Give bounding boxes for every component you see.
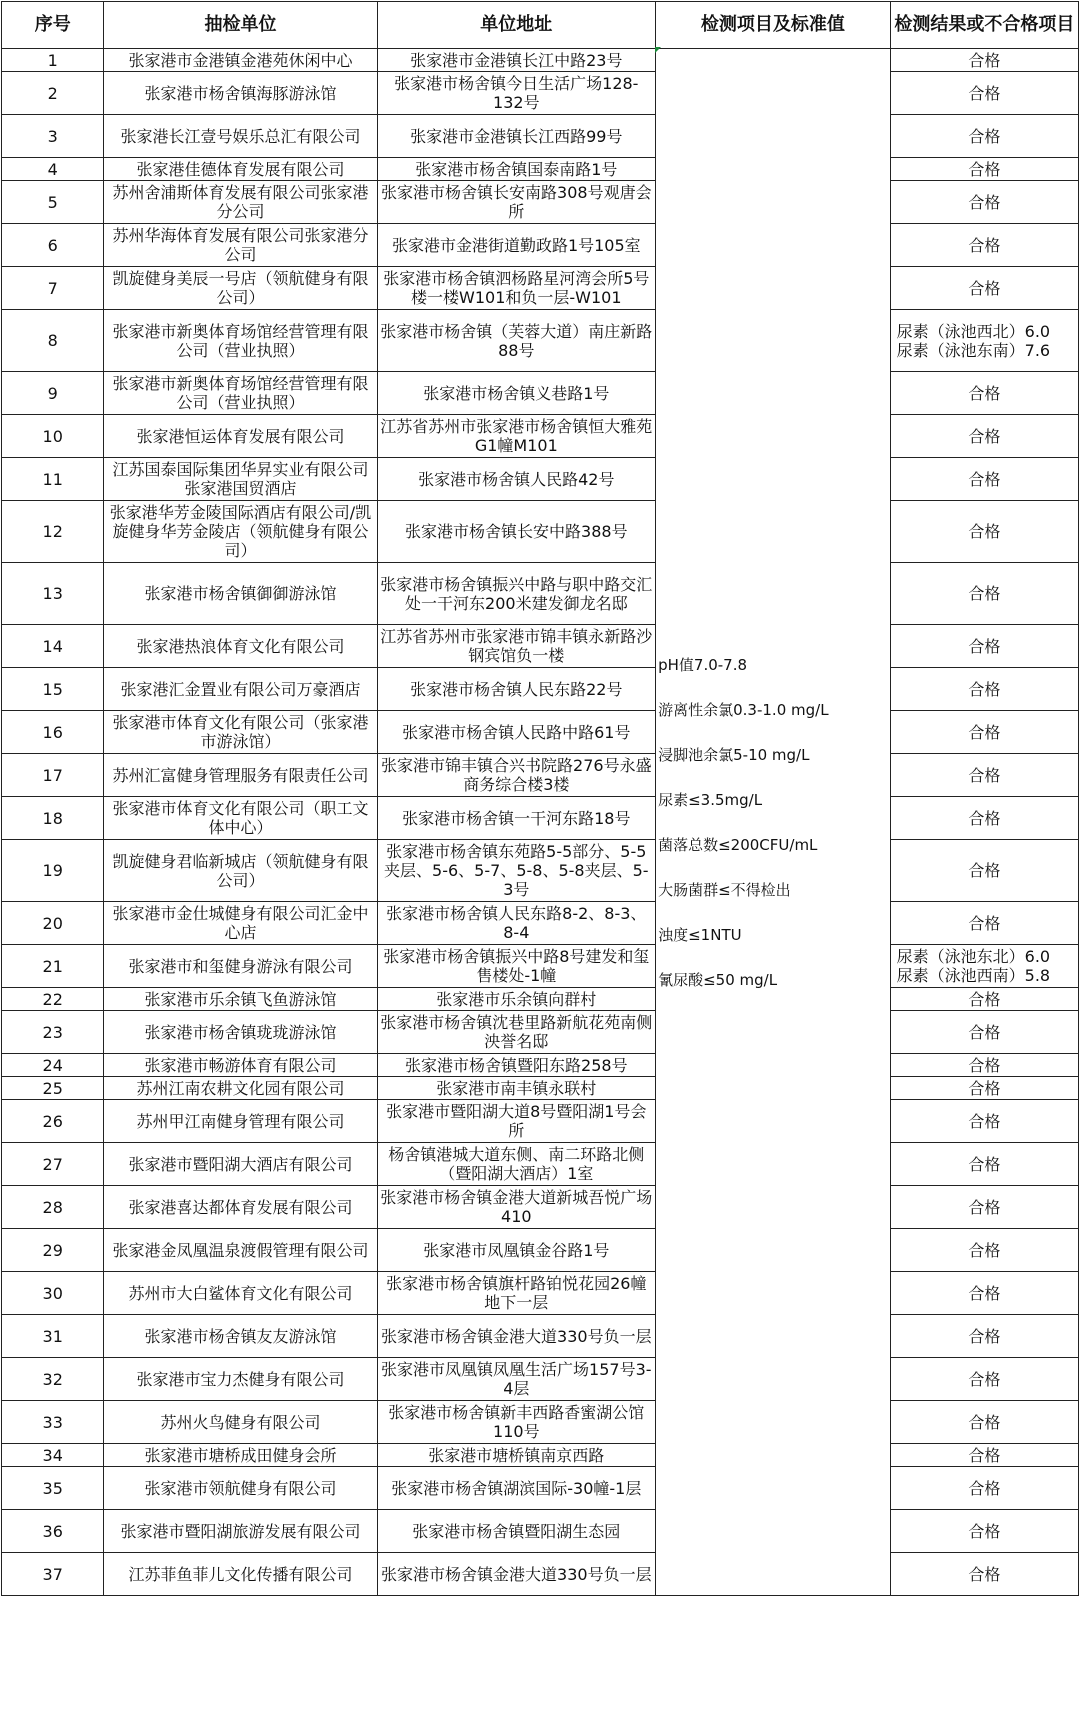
table-row <box>2 1077 1079 1100</box>
row-number: 1 <box>2 49 104 72</box>
unit-address: 张家港市塘桥镇南京西路 <box>377 1444 656 1467</box>
row-number: 20 <box>2 902 104 945</box>
standard-item: 大肠菌群≤不得检出 <box>658 880 791 899</box>
row-number: 2 <box>2 72 104 115</box>
result-text: 合格 <box>968 584 1001 603</box>
unit-name: 张家港市杨舍镇友友游泳馆 <box>104 1315 377 1358</box>
row-number: 11 <box>2 458 104 501</box>
row-number: 35 <box>2 1467 104 1510</box>
result-text: 合格 <box>968 278 1001 298</box>
row-number: 24 <box>2 1054 104 1077</box>
unit-name: 张家港长江壹号娱乐总汇有限公司 <box>104 115 377 158</box>
unit-address: 张家港市杨舍镇金港大道330号负一层 <box>377 1315 656 1358</box>
table-row <box>2 1553 1079 1596</box>
unit-address: 张家港市杨舍镇义巷路1号 <box>377 372 656 415</box>
result <box>890 501 1078 563</box>
unit-name: 苏州华海体育发展有限公司张家港分公司 <box>104 224 377 267</box>
unit-name: 江苏菲鱼菲儿文化传播有限公司 <box>104 1553 377 1596</box>
result <box>890 1143 1078 1186</box>
row-number: 4 <box>2 158 104 181</box>
result-text: 合格 <box>968 1564 1001 1584</box>
table-row <box>2 1444 1079 1467</box>
unit-name: 张家港市金港镇金港苑休闲中心 <box>104 49 377 72</box>
row-number: 23 <box>2 1011 104 1054</box>
row-number: 16 <box>2 711 104 754</box>
standard-item: 菌落总数≤200CFU/mL <box>658 835 818 854</box>
unit-name: 张家港金凤凰温泉渡假管理有限公司 <box>104 1229 377 1272</box>
table-row <box>2 224 1079 267</box>
unit-name: 张家港市领航健身有限公司 <box>104 1467 377 1510</box>
result <box>890 563 1078 625</box>
standard-item: 浊度≤1NTU <box>658 925 742 944</box>
table-row <box>2 1358 1079 1401</box>
unit-address: 张家港市凤凰镇金谷路1号 <box>377 1229 656 1272</box>
row-number: 34 <box>2 1444 104 1467</box>
row-number: 25 <box>2 1077 104 1100</box>
unit-address: 张家港市杨舍镇东苑路5-5部分、5-5夹层、5-6、5-7、5-8、5-8夹层、5-3号 <box>377 840 656 902</box>
unit-address: 张家港市金港镇长江西路99号 <box>377 115 656 158</box>
table-row <box>2 668 1079 711</box>
result <box>890 1054 1078 1077</box>
unit-name: 张家港市杨舍镇海豚游泳馆 <box>104 72 377 115</box>
unit-name: 张家港喜达都体育发展有限公司 <box>104 1186 377 1229</box>
result <box>890 267 1078 310</box>
table-row <box>2 1054 1079 1077</box>
result-text: 合格 <box>968 426 1001 446</box>
row-number: 14 <box>2 625 104 668</box>
unit-name: 凯旋健身美辰一号店（领航健身有限公司） <box>104 267 377 310</box>
table-row <box>2 372 1079 415</box>
unit-name: 苏州舍浦斯体育发展有限公司张家港分公司 <box>104 181 377 224</box>
table-row <box>2 1272 1079 1315</box>
unit-address: 张家港市杨舍镇暨阳东路258号 <box>377 1054 656 1077</box>
unit-address: 张家港市金港街道勤政路1号105室 <box>377 224 656 267</box>
unit-address: 张家港市杨舍镇金港大道新城吾悦广场410 <box>377 1186 656 1229</box>
failed-item: 尿素（泳池西北）6.0 <box>896 321 1051 341</box>
unit-name: 张家港市乐余镇飞鱼游泳馆 <box>104 988 377 1011</box>
unit-name: 张家港华芳金陵国际酒店有限公司/凯旋健身华芳金陵店（领航健身有限公司） <box>104 501 377 563</box>
row-number: 13 <box>2 563 104 625</box>
result-text: 合格 <box>968 1078 1001 1098</box>
result-text: 合格 <box>968 469 1001 489</box>
unit-address: 张家港市暨阳湖大道8号暨阳湖1号会所 <box>377 1100 656 1143</box>
result-text: 合格 <box>968 159 1001 179</box>
unit-name: 张家港热浪体育文化有限公司 <box>104 625 377 668</box>
unit-address: 江苏省苏州市张家港市锦丰镇永新路沙钢宾馆负一楼 <box>377 625 656 668</box>
unit-name: 苏州甲江南健身管理有限公司 <box>104 1100 377 1143</box>
unit-name: 凯旋健身君临新城店（领航健身有限公司） <box>104 840 377 902</box>
result <box>890 1553 1078 1596</box>
failed-item: 尿素（泳池东南）7.6 <box>896 340 1051 360</box>
result-text: 合格 <box>968 1412 1001 1432</box>
result <box>890 1100 1078 1143</box>
unit-name: 张家港市宝力杰健身有限公司 <box>104 1358 377 1401</box>
result-text: 合格 <box>968 765 1001 785</box>
table-body <box>2 49 1079 1596</box>
row-number: 27 <box>2 1143 104 1186</box>
unit-address: 张家港市杨舍镇旗杆路铂悦花园26幢地下一层 <box>377 1272 656 1315</box>
result-text: 合格 <box>968 383 1001 403</box>
table-row <box>2 1229 1079 1272</box>
unit-name: 张家港市杨舍镇御御游泳馆 <box>104 563 377 625</box>
result <box>890 945 1078 988</box>
unit-name: 张家港市塘桥成田健身会所 <box>104 1444 377 1467</box>
result <box>890 988 1078 1011</box>
result <box>890 224 1078 267</box>
result-text: 合格 <box>968 192 1001 212</box>
header-no: 序号 <box>2 2 104 49</box>
table-row <box>2 49 1079 72</box>
table-row <box>2 563 1079 625</box>
row-number: 32 <box>2 1358 104 1401</box>
unit-name: 张家港市金仕城健身有限公司汇金中心店 <box>104 902 377 945</box>
result <box>890 840 1078 902</box>
failed-item: 尿素（泳池西南）5.8 <box>896 966 1051 985</box>
standard-item: 氰尿酸≤50 mg/L <box>658 970 778 989</box>
unit-name: 张家港市和玺健身游泳有限公司 <box>104 945 377 988</box>
unit-address: 张家港市杨舍镇长安南路308号观唐会所 <box>377 181 656 224</box>
table-row <box>2 1467 1079 1510</box>
unit-name: 张家港市畅游体育有限公司 <box>104 1054 377 1077</box>
unit-address: 张家港市南丰镇永联村 <box>377 1077 656 1100</box>
result <box>890 1272 1078 1315</box>
standard-values <box>656 49 891 1596</box>
unit-name: 张家港市杨舍镇珑珑游泳馆 <box>104 1011 377 1054</box>
row-number: 26 <box>2 1100 104 1143</box>
unit-address: 张家港市乐余镇向群村 <box>377 988 656 1011</box>
unit-name: 苏州火鸟健身有限公司 <box>104 1401 377 1444</box>
row-number: 15 <box>2 668 104 711</box>
result-text: 合格 <box>968 1521 1001 1541</box>
table-row <box>2 711 1079 754</box>
row-number: 36 <box>2 1510 104 1553</box>
table-row <box>2 458 1079 501</box>
result-text: 合格 <box>968 126 1001 146</box>
result <box>890 902 1078 945</box>
result <box>890 797 1078 840</box>
result-text: 合格 <box>968 235 1001 255</box>
row-number: 5 <box>2 181 104 224</box>
unit-address: 江苏省苏州市张家港市杨舍镇恒大雅苑G1幢M101 <box>377 415 656 458</box>
table-row <box>2 1143 1079 1186</box>
unit-name: 张家港市体育文化有限公司（张家港市游泳馆） <box>104 711 377 754</box>
header-result: 检测结果或不合格项目 <box>890 2 1078 49</box>
unit-address: 张家港市杨舍镇新丰西路香蜜湖公馆110号 <box>377 1401 656 1444</box>
result <box>890 115 1078 158</box>
row-number: 19 <box>2 840 104 902</box>
result <box>890 1401 1078 1444</box>
unit-address: 张家港市杨舍镇泗杨路星河湾会所5号楼一楼W101和负一层-W101 <box>377 267 656 310</box>
table-row <box>2 840 1079 902</box>
table-row <box>2 1011 1079 1054</box>
result-text: 合格 <box>968 1111 1001 1131</box>
unit-name: 苏州江南农耕文化园有限公司 <box>104 1077 377 1100</box>
result <box>890 1186 1078 1229</box>
unit-name: 张家港佳德体育发展有限公司 <box>104 158 377 181</box>
result-text: 合格 <box>968 679 1001 699</box>
table-row <box>2 501 1079 563</box>
result <box>890 711 1078 754</box>
result-text: 合格 <box>968 1154 1001 1174</box>
result <box>890 1358 1078 1401</box>
unit-name: 张家港市暨阳湖大酒店有限公司 <box>104 1143 377 1186</box>
failed-item: 尿素（泳池东北）6.0 <box>896 947 1051 966</box>
unit-address: 杨舍镇港城大道东侧、南二环路北侧（暨阳湖大酒店）1室 <box>377 1143 656 1186</box>
row-number: 18 <box>2 797 104 840</box>
result-text: 合格 <box>968 861 1001 880</box>
result-text: 合格 <box>968 1326 1001 1346</box>
unit-name: 张家港市体育文化有限公司（职工文体中心） <box>104 797 377 840</box>
table-row <box>2 1315 1079 1358</box>
result <box>890 372 1078 415</box>
table-row <box>2 902 1079 945</box>
unit-address: 张家港市杨舍镇人民东路8-2、8-3、8-4 <box>377 902 656 945</box>
unit-address: 张家港市锦丰镇合兴书院路276号永盛商务综合楼3楼 <box>377 754 656 797</box>
result-text: 合格 <box>968 1369 1001 1389</box>
unit-address: 张家港市杨舍镇人民路42号 <box>377 458 656 501</box>
unit-name: 苏州汇富健身管理服务有限责任公司 <box>104 754 377 797</box>
result-text: 合格 <box>968 1055 1001 1075</box>
unit-address: 张家港市杨舍镇沈巷里路新航花苑南侧泱誉名邸 <box>377 1011 656 1054</box>
table-row <box>2 158 1079 181</box>
result-text: 合格 <box>968 1022 1001 1042</box>
result <box>890 1077 1078 1100</box>
unit-name: 张家港市新奥体育场馆经营管理有限公司（营业执照） <box>104 310 377 372</box>
result <box>890 458 1078 501</box>
unit-address: 张家港市金港镇长江中路23号 <box>377 49 656 72</box>
result <box>890 1444 1078 1467</box>
result <box>890 415 1078 458</box>
row-number: 22 <box>2 988 104 1011</box>
inspection-table <box>1 1 1079 1596</box>
unit-address: 张家港市杨舍镇振兴中路与职中路交汇处一干河东200米建发御龙名邸 <box>377 563 656 625</box>
result <box>890 1011 1078 1054</box>
unit-address: 张家港市杨舍镇金港大道330号负一层 <box>377 1553 656 1596</box>
table-row <box>2 625 1079 668</box>
row-number: 30 <box>2 1272 104 1315</box>
result-text: 合格 <box>968 50 1001 70</box>
result <box>890 158 1078 181</box>
unit-address: 张家港市杨舍镇人民东路22号 <box>377 668 656 711</box>
row-number: 31 <box>2 1315 104 1358</box>
unit-name: 张家港恒运体育发展有限公司 <box>104 415 377 458</box>
row-number: 28 <box>2 1186 104 1229</box>
unit-address: 张家港市凤凰镇凤凰生活广场157号3-4层 <box>377 1358 656 1401</box>
result-text: 合格 <box>968 1478 1001 1498</box>
row-number: 9 <box>2 372 104 415</box>
cell-comment-marker <box>655 47 661 53</box>
result-text: 合格 <box>968 83 1001 103</box>
standard-item: 浸脚池余氯5-10 mg/L <box>658 745 810 764</box>
unit-address: 张家港市杨舍镇人民路中路61号 <box>377 711 656 754</box>
row-number: 29 <box>2 1229 104 1272</box>
result <box>890 754 1078 797</box>
table-row <box>2 1100 1079 1143</box>
result <box>890 310 1078 372</box>
result-text: 合格 <box>968 1197 1001 1217</box>
table-row <box>2 72 1079 115</box>
result-text: 合格 <box>968 522 1001 541</box>
standard-item: pH值7.0-7.8 <box>658 655 748 674</box>
row-number: 37 <box>2 1553 104 1596</box>
result <box>890 181 1078 224</box>
standard-item: 游离性余氯0.3-1.0 mg/L <box>658 700 829 719</box>
unit-address: 张家港市杨舍镇振兴中路8号建发和玺售楼处-1幢 <box>377 945 656 988</box>
unit-address: 张家港市杨舍镇暨阳湖生态园 <box>377 1510 656 1553</box>
row-number: 21 <box>2 945 104 988</box>
table-row <box>2 115 1079 158</box>
result <box>890 1315 1078 1358</box>
header-address: 单位地址 <box>377 2 656 49</box>
result-text: 合格 <box>968 636 1001 656</box>
header-unit: 抽检单位 <box>104 2 377 49</box>
result <box>890 1510 1078 1553</box>
unit-address: 张家港市杨舍镇长安中路388号 <box>377 501 656 563</box>
result-text: 合格 <box>968 1445 1001 1465</box>
unit-name: 张家港市新奥体育场馆经营管理有限公司（营业执照） <box>104 372 377 415</box>
result <box>890 668 1078 711</box>
table-row <box>2 1186 1079 1229</box>
result <box>890 1467 1078 1510</box>
result-text: 合格 <box>968 1240 1001 1260</box>
unit-name: 苏州市大白鲨体育文化有限公司 <box>104 1272 377 1315</box>
result <box>890 625 1078 668</box>
result-text: 合格 <box>968 913 1001 933</box>
result-text: 合格 <box>968 722 1001 742</box>
header-standard: 检测项目及标准值 <box>656 2 891 49</box>
row-number: 17 <box>2 754 104 797</box>
unit-name: 张家港市暨阳湖旅游发展有限公司 <box>104 1510 377 1553</box>
table-row <box>2 754 1079 797</box>
table-row <box>2 988 1079 1011</box>
result-text: 合格 <box>968 808 1001 828</box>
result-text: 合格 <box>968 989 1001 1009</box>
table-row <box>2 945 1079 988</box>
unit-address: 张家港市杨舍镇（芙蓉大道）南庄新路88号 <box>377 310 656 372</box>
result <box>890 1229 1078 1272</box>
row-number: 6 <box>2 224 104 267</box>
row-number: 8 <box>2 310 104 372</box>
table-row <box>2 415 1079 458</box>
unit-name: 张家港汇金置业有限公司万豪酒店 <box>104 668 377 711</box>
unit-address: 张家港市杨舍镇一干河东路18号 <box>377 797 656 840</box>
unit-address: 张家港市杨舍镇国泰南路1号 <box>377 158 656 181</box>
row-number: 10 <box>2 415 104 458</box>
unit-address: 张家港市杨舍镇湖滨国际-30幢-1层 <box>377 1467 656 1510</box>
unit-address: 张家港市杨舍镇今日生活广场128-132号 <box>377 72 656 115</box>
row-number: 7 <box>2 267 104 310</box>
row-number: 3 <box>2 115 104 158</box>
table-row <box>2 1401 1079 1444</box>
table-row <box>2 1510 1079 1553</box>
table-row <box>2 797 1079 840</box>
result <box>890 49 1078 72</box>
row-number: 12 <box>2 501 104 563</box>
row-number: 33 <box>2 1401 104 1444</box>
result <box>890 72 1078 115</box>
table-row <box>2 267 1079 310</box>
table-row <box>2 181 1079 224</box>
header-row <box>2 2 1079 49</box>
unit-name: 江苏国泰国际集团华昇实业有限公司张家港国贸酒店 <box>104 458 377 501</box>
standard-item: 尿素≤3.5mg/L <box>658 790 763 809</box>
table-row <box>2 310 1079 372</box>
result-text: 合格 <box>968 1283 1001 1303</box>
